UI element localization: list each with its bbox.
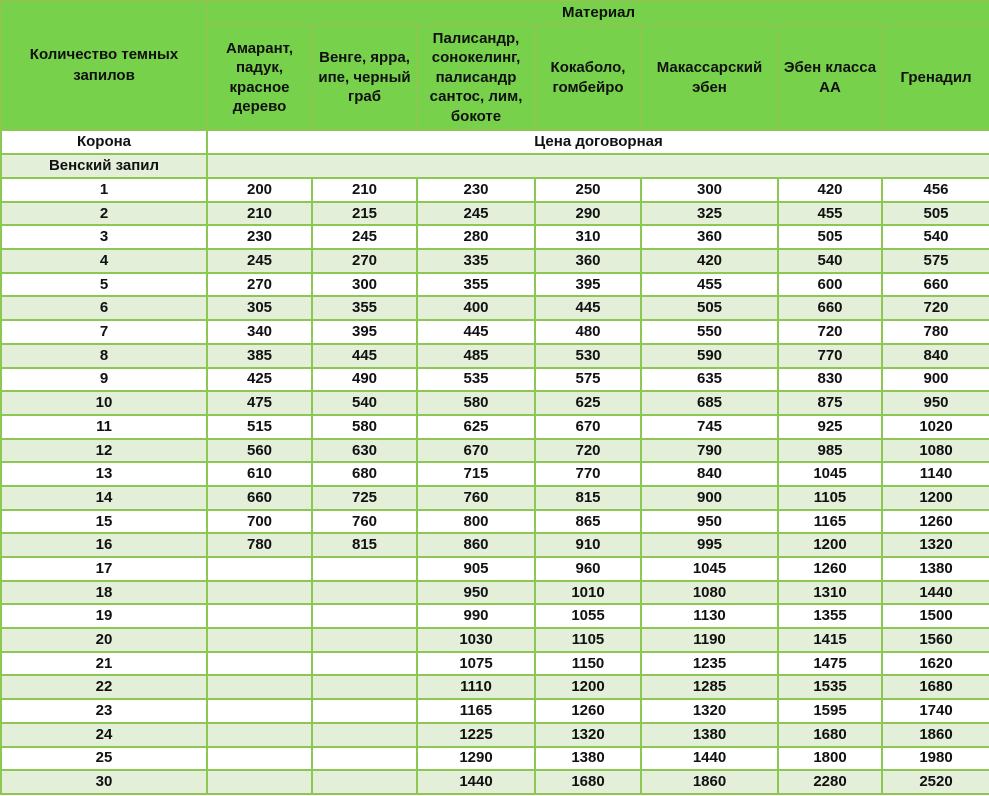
table-row: [1, 439, 989, 463]
row-count: 1: [1, 178, 207, 202]
price-cell: 1045: [778, 462, 882, 486]
price-cell: 1165: [778, 510, 882, 534]
price-cell: 635: [641, 368, 778, 392]
table-row: [1, 533, 989, 557]
price-cell: 1860: [882, 723, 989, 747]
price-cell: 1080: [641, 581, 778, 605]
price-cell: 660: [778, 296, 882, 320]
table-row: [1, 604, 989, 628]
price-cell: 505: [641, 296, 778, 320]
price-cell: 360: [535, 249, 641, 273]
price-cell: 230: [207, 225, 312, 249]
row-count: 4: [1, 249, 207, 273]
price-cell: 1380: [641, 723, 778, 747]
price-cell: 1980: [882, 747, 989, 771]
vienna-label: Венский запил: [1, 154, 207, 178]
price-cell: 270: [312, 249, 417, 273]
price-cell: [207, 652, 312, 676]
price-cell: 1140: [882, 462, 989, 486]
price-cell: 1320: [882, 533, 989, 557]
price-cell: 290: [535, 202, 641, 226]
price-cell: 1680: [535, 770, 641, 794]
price-cell: [207, 628, 312, 652]
price-cell: 475: [207, 391, 312, 415]
price-cell: [207, 723, 312, 747]
price-cell: 1560: [882, 628, 989, 652]
row-count: 10: [1, 391, 207, 415]
column-header: Гренадил: [882, 25, 989, 130]
row-count: 19: [1, 604, 207, 628]
price-cell: 815: [535, 486, 641, 510]
price-cell: 610: [207, 462, 312, 486]
price-cell: 1595: [778, 699, 882, 723]
price-cell: 400: [417, 296, 535, 320]
row-count: 24: [1, 723, 207, 747]
price-cell: 1020: [882, 415, 989, 439]
price-cell: 360: [641, 225, 778, 249]
price-cell: 630: [312, 439, 417, 463]
price-cell: 1200: [535, 675, 641, 699]
price-cell: [207, 747, 312, 771]
price-cell: 900: [641, 486, 778, 510]
price-cell: 395: [312, 320, 417, 344]
price-cell: 1225: [417, 723, 535, 747]
table-row: [1, 320, 989, 344]
price-cell: 420: [641, 249, 778, 273]
price-cell: 780: [882, 320, 989, 344]
price-cell: 1680: [882, 675, 989, 699]
price-cell: 1080: [882, 439, 989, 463]
table-row: [1, 675, 989, 699]
row-count: 6: [1, 296, 207, 320]
price-cell: 950: [882, 391, 989, 415]
price-cell: [312, 723, 417, 747]
price-cell: [312, 770, 417, 794]
price-cell: 1200: [778, 533, 882, 557]
price-cell: 245: [417, 202, 535, 226]
price-cell: 1680: [778, 723, 882, 747]
table-row: [1, 652, 989, 676]
price-cell: 1235: [641, 652, 778, 676]
price-cell: 425: [207, 368, 312, 392]
price-cell: 1045: [641, 557, 778, 581]
price-cell: 1055: [535, 604, 641, 628]
row-count: 30: [1, 770, 207, 794]
price-cell: 1110: [417, 675, 535, 699]
price-cell: 395: [535, 273, 641, 297]
price-cell: [312, 628, 417, 652]
column-header: Амарант, падук, красное дерево: [207, 25, 312, 130]
price-cell: 1010: [535, 581, 641, 605]
price-cell: 1500: [882, 604, 989, 628]
table-row: [1, 296, 989, 320]
table-row: [1, 510, 989, 534]
price-cell: 875: [778, 391, 882, 415]
price-cell: 600: [778, 273, 882, 297]
price-cell: 1285: [641, 675, 778, 699]
price-cell: 1260: [882, 510, 989, 534]
corona-label: Корона: [1, 130, 207, 154]
price-cell: 300: [312, 273, 417, 297]
price-cell: 580: [312, 415, 417, 439]
price-cell: 1475: [778, 652, 882, 676]
table-row: [1, 581, 989, 605]
price-cell: 210: [207, 202, 312, 226]
price-cell: 625: [535, 391, 641, 415]
price-cell: 245: [207, 249, 312, 273]
table-row: [1, 462, 989, 486]
price-cell: 990: [417, 604, 535, 628]
price-cell: 680: [312, 462, 417, 486]
price-cell: 230: [417, 178, 535, 202]
price-cell: 625: [417, 415, 535, 439]
price-cell: [207, 675, 312, 699]
column-header: Венге, ярра, ипе, черный граб: [312, 25, 417, 130]
price-cell: 300: [641, 178, 778, 202]
row-count: 9: [1, 368, 207, 392]
price-cell: 840: [641, 462, 778, 486]
price-cell: 245: [312, 225, 417, 249]
price-cell: 456: [882, 178, 989, 202]
table-row: [1, 747, 989, 771]
price-cell: 480: [535, 320, 641, 344]
price-cell: 580: [417, 391, 535, 415]
row-count: 7: [1, 320, 207, 344]
price-cell: [207, 581, 312, 605]
row-count: 21: [1, 652, 207, 676]
row-count: 25: [1, 747, 207, 771]
price-cell: [312, 557, 417, 581]
table-row: [1, 178, 989, 202]
price-cell: 1620: [882, 652, 989, 676]
price-cell: 790: [641, 439, 778, 463]
price-cell: 670: [535, 415, 641, 439]
price-cell: 670: [417, 439, 535, 463]
row-count: 2: [1, 202, 207, 226]
price-cell: 1310: [778, 581, 882, 605]
price-cell: 445: [535, 296, 641, 320]
corona-row: [1, 130, 989, 154]
price-cell: 200: [207, 178, 312, 202]
price-cell: 1320: [641, 699, 778, 723]
price-cell: 700: [207, 510, 312, 534]
price-cell: 540: [312, 391, 417, 415]
price-cell: 860: [417, 533, 535, 557]
vienna-spacer: [207, 154, 989, 178]
table-row: [1, 391, 989, 415]
price-cell: 715: [417, 462, 535, 486]
price-cell: 995: [641, 533, 778, 557]
price-cell: 305: [207, 296, 312, 320]
price-cell: 575: [882, 249, 989, 273]
price-cell: 490: [312, 368, 417, 392]
price-cell: 1860: [641, 770, 778, 794]
price-cell: 760: [417, 486, 535, 510]
price-cell: 1200: [882, 486, 989, 510]
price-cell: 1190: [641, 628, 778, 652]
row-count: 18: [1, 581, 207, 605]
price-cell: 355: [417, 273, 535, 297]
table-row: [1, 723, 989, 747]
row-count: 14: [1, 486, 207, 510]
row-count: 20: [1, 628, 207, 652]
price-cell: 1355: [778, 604, 882, 628]
price-cell: 530: [535, 344, 641, 368]
row-count: 12: [1, 439, 207, 463]
price-cell: 355: [312, 296, 417, 320]
price-cell: 770: [778, 344, 882, 368]
price-cell: 310: [535, 225, 641, 249]
price-cell: 720: [882, 296, 989, 320]
price-cell: 830: [778, 368, 882, 392]
row-count: 15: [1, 510, 207, 534]
price-cell: 445: [417, 320, 535, 344]
price-cell: 1165: [417, 699, 535, 723]
price-cell: 1150: [535, 652, 641, 676]
price-cell: 215: [312, 202, 417, 226]
price-cell: 950: [417, 581, 535, 605]
row-count: 11: [1, 415, 207, 439]
table-row: [1, 225, 989, 249]
price-cell: [207, 770, 312, 794]
price-cell: 720: [535, 439, 641, 463]
price-cell: 385: [207, 344, 312, 368]
price-cell: 840: [882, 344, 989, 368]
price-cell: [312, 747, 417, 771]
price-cell: 1130: [641, 604, 778, 628]
price-cell: [312, 604, 417, 628]
price-cell: 560: [207, 439, 312, 463]
price-cell: 485: [417, 344, 535, 368]
table-row: [1, 202, 989, 226]
price-cell: 280: [417, 225, 535, 249]
column-header: Эбен класса АА: [778, 25, 882, 130]
column-header: Макассарский эбен: [641, 25, 778, 130]
price-cell: 865: [535, 510, 641, 534]
price-cell: 1105: [535, 628, 641, 652]
price-cell: 950: [641, 510, 778, 534]
price-cell: 325: [641, 202, 778, 226]
price-cell: 770: [535, 462, 641, 486]
column-header: Кокаболо, гомбейро: [535, 25, 641, 130]
price-cell: 1440: [882, 581, 989, 605]
row-count: 17: [1, 557, 207, 581]
price-cell: 1415: [778, 628, 882, 652]
price-cell: 1260: [535, 699, 641, 723]
price-cell: 250: [535, 178, 641, 202]
price-cell: 1105: [778, 486, 882, 510]
price-cell: 760: [312, 510, 417, 534]
price-cell: 1260: [778, 557, 882, 581]
price-cell: 780: [207, 533, 312, 557]
price-cell: 210: [312, 178, 417, 202]
price-cell: 540: [778, 249, 882, 273]
price-cell: 445: [312, 344, 417, 368]
price-cell: 925: [778, 415, 882, 439]
price-cell: 540: [882, 225, 989, 249]
price-cell: 1030: [417, 628, 535, 652]
price-cell: 1535: [778, 675, 882, 699]
price-cell: 335: [417, 249, 535, 273]
price-cell: [207, 604, 312, 628]
price-cell: 455: [778, 202, 882, 226]
row-count: 8: [1, 344, 207, 368]
price-cell: 720: [778, 320, 882, 344]
price-cell: 1380: [882, 557, 989, 581]
price-cell: 420: [778, 178, 882, 202]
row-count: 16: [1, 533, 207, 557]
table-row: [1, 628, 989, 652]
price-cell: 660: [882, 273, 989, 297]
price-cell: [312, 581, 417, 605]
price-cell: 535: [417, 368, 535, 392]
price-cell: 905: [417, 557, 535, 581]
price-cell: 2520: [882, 770, 989, 794]
price-cell: 1440: [641, 747, 778, 771]
corona-price: Цена договорная: [207, 130, 989, 154]
table-row: [1, 699, 989, 723]
material-header: Материал: [207, 1, 989, 25]
price-cell: [312, 652, 417, 676]
price-cell: [207, 557, 312, 581]
price-cell: 910: [535, 533, 641, 557]
price-cell: 1075: [417, 652, 535, 676]
vienna-row: [1, 154, 989, 178]
price-cell: 590: [641, 344, 778, 368]
price-cell: 575: [535, 368, 641, 392]
row-count: 13: [1, 462, 207, 486]
price-cell: 985: [778, 439, 882, 463]
price-cell: 900: [882, 368, 989, 392]
price-cell: 550: [641, 320, 778, 344]
column-header: Палисандр, сонокелинг, палисандр сантос, лим, бокоте: [417, 25, 535, 130]
table-row: [1, 368, 989, 392]
price-cell: 1290: [417, 747, 535, 771]
table-row: [1, 249, 989, 273]
row-count: 5: [1, 273, 207, 297]
price-cell: 685: [641, 391, 778, 415]
price-cell: 505: [778, 225, 882, 249]
price-cell: 815: [312, 533, 417, 557]
price-cell: 455: [641, 273, 778, 297]
price-cell: 960: [535, 557, 641, 581]
price-cell: 1380: [535, 747, 641, 771]
price-cell: 800: [417, 510, 535, 534]
corner-header: Количество темных запилов: [1, 1, 207, 130]
table-row: [1, 557, 989, 581]
price-cell: 505: [882, 202, 989, 226]
price-cell: 1320: [535, 723, 641, 747]
price-cell: 270: [207, 273, 312, 297]
price-cell: [312, 699, 417, 723]
row-count: 23: [1, 699, 207, 723]
table-row: [1, 770, 989, 794]
table-row: [1, 486, 989, 510]
price-cell: 515: [207, 415, 312, 439]
price-cell: 340: [207, 320, 312, 344]
table-row: [1, 344, 989, 368]
price-cell: [207, 699, 312, 723]
price-cell: 1440: [417, 770, 535, 794]
price-cell: 2280: [778, 770, 882, 794]
price-cell: 745: [641, 415, 778, 439]
table-row: [1, 415, 989, 439]
price-cell: 1740: [882, 699, 989, 723]
price-cell: 1800: [778, 747, 882, 771]
table-row: [1, 273, 989, 297]
row-count: 3: [1, 225, 207, 249]
price-cell: [312, 675, 417, 699]
price-cell: 660: [207, 486, 312, 510]
row-count: 22: [1, 675, 207, 699]
price-cell: 725: [312, 486, 417, 510]
